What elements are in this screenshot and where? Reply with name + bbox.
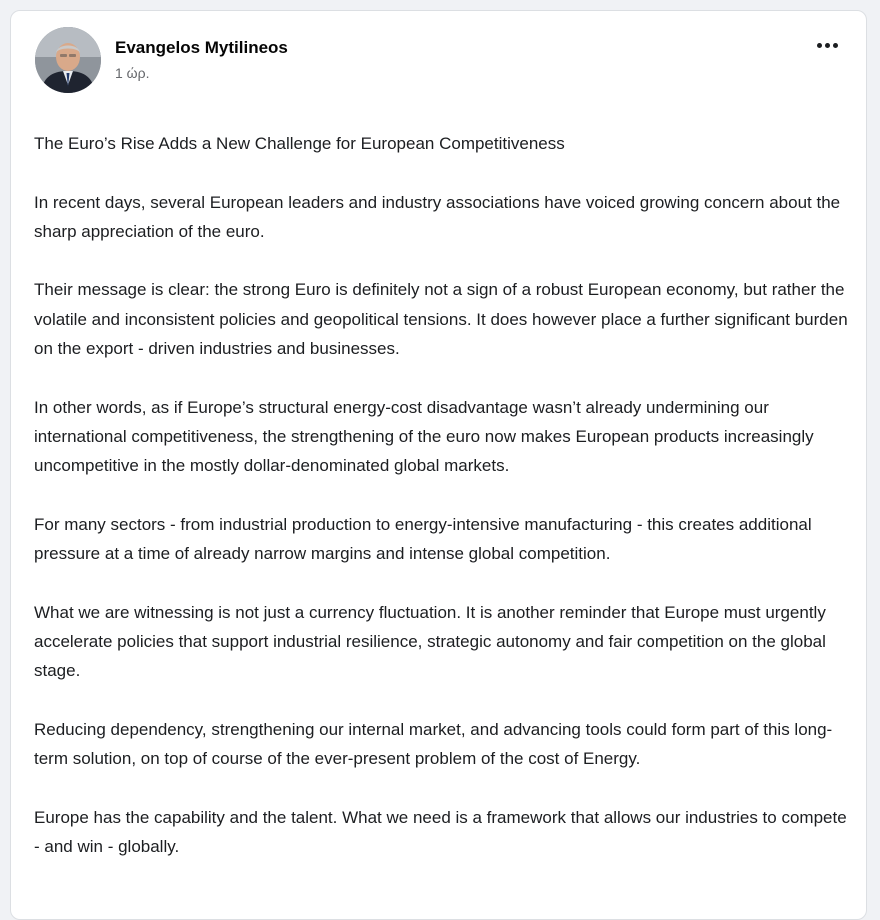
post-header (35, 27, 842, 97)
post-paragraph: For many sectors - from industrial production to energy-intensive manufacturing - this creates additional pressure at a time of already narrow margins and intense global competition. (34, 514, 812, 564)
more-horizontal-icon (817, 43, 838, 48)
post-text (34, 129, 849, 891)
profile-photo-icon (35, 27, 101, 93)
post-card (10, 10, 867, 920)
post-paragraph: Reducing dependency, strengthening our internal market, and advancing tools could form part of this long-term solution, on top of course of the ever-present problem of the cost of Energy. (34, 719, 833, 769)
author-block (115, 37, 288, 83)
post-paragraph: Their message is clear: the strong Euro is definitely not a sign of a robust European economy, but rather the volatile and inconsistent policies and geopolitical tensions. It does however place a further significant burden on the export - driven industries and businesses. (34, 280, 848, 359)
post-paragraph: Europe has the capability and the talent. What we need is a framework that allows our industries to compete - and win - globally. (34, 807, 847, 857)
post-paragraph: In other words, as if Europe’s structural energy-cost disadvantage wasn’t already undermining our international competitiveness, the strengthening of the euro now makes European products increasingly uncompetitive in the mostly dollar-denominated global markets. (34, 397, 814, 476)
avatar[interactable] (35, 27, 101, 93)
post-paragraph: What we are witnessing is not just a currency fluctuation. It is another reminder that Europe must urgently accelerate policies that support industrial resilience, strategic autonomy and fair competition on the global stage. (34, 602, 826, 681)
post-timestamp[interactable]: 1 ώρ. (115, 65, 150, 81)
author-name[interactable]: Evangelos Mytilineos (115, 38, 288, 57)
post-title: The Euro’s Rise Adds a New Challenge for European Competitiveness (34, 134, 565, 153)
post-paragraph: In recent days, several European leaders and industry associations have voiced growing concern about the sharp appreciation of the euro. (34, 192, 841, 241)
more-options-button[interactable] (810, 35, 844, 55)
